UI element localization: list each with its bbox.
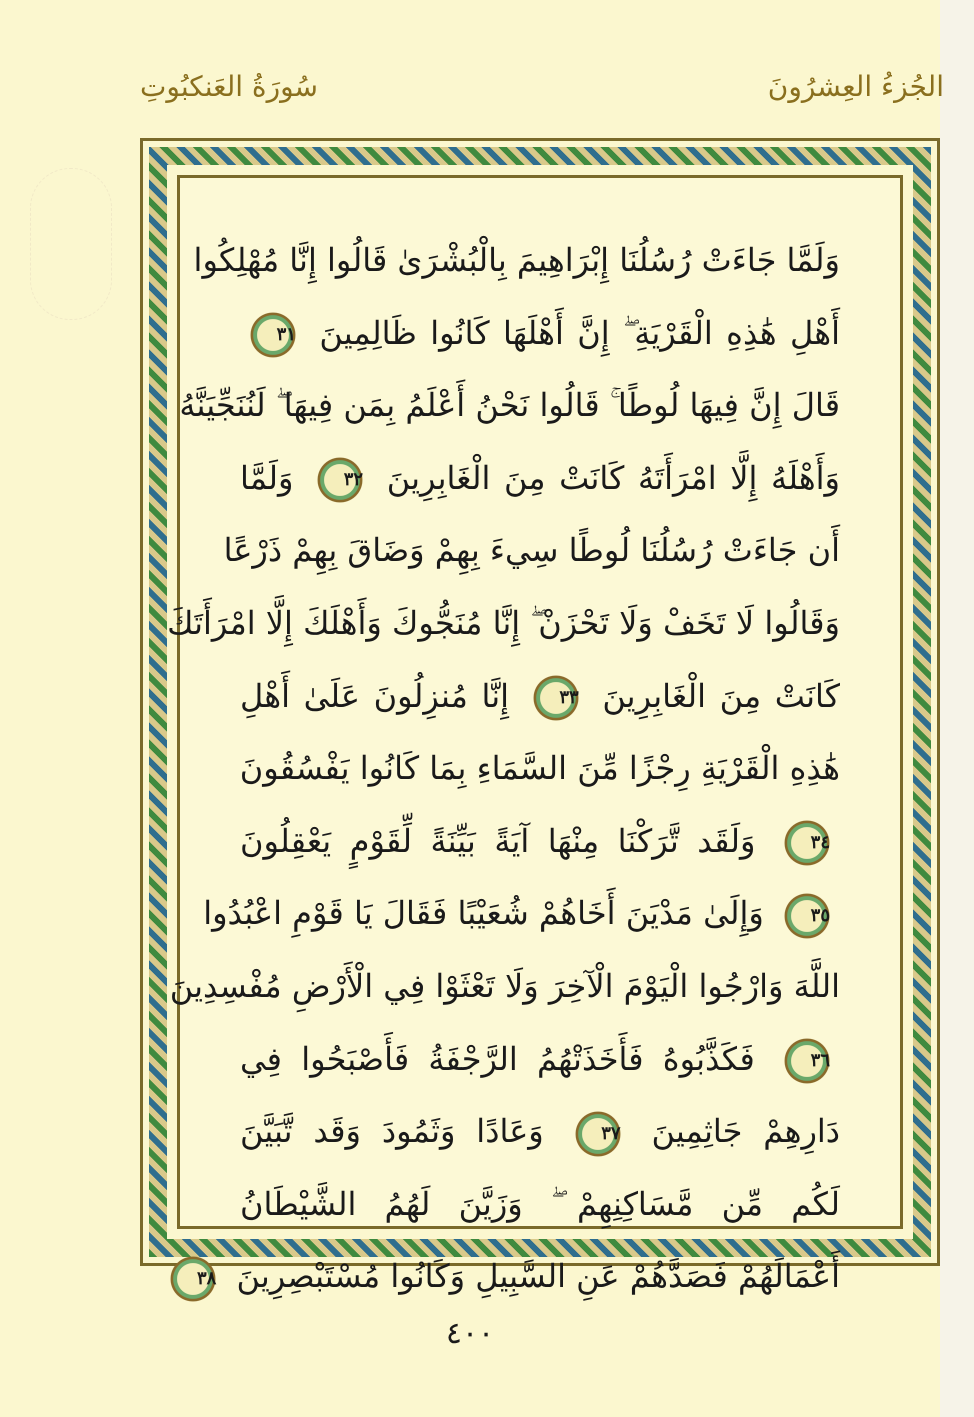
page-number: ٤٠٠ bbox=[445, 1316, 495, 1351]
text-segment: وَلَقَد تَّرَكْنَا مِنْهَا آيَةً بَيِّنَةً لِّقَوْمٍ يَعْقِلُونَ bbox=[240, 821, 756, 860]
ayah-number-marker: ٣٦ bbox=[784, 1038, 830, 1084]
text-line bbox=[240, 732, 840, 805]
ayah-number-marker: ٣٣ bbox=[533, 675, 579, 721]
text-segment: أَهْلِ هَٰذِهِ الْقَرْيَةِ ۖ إِنَّ أَهْلَهَا كَانُوا ظَالِمِينَ bbox=[319, 313, 841, 352]
text-segment: اللَّهَ وَارْجُوا الْيَوْمَ الْآخِرَ وَلَا تَعْثَوْا فِي الْأَرْضِ مُفْسِدِينَ bbox=[169, 966, 840, 1005]
text-line bbox=[203, 877, 840, 950]
text-segment: دَارِهِمْ جَاثِمِينَ bbox=[651, 1112, 841, 1151]
quran-text bbox=[167, 224, 841, 1313]
text-segment: إِنَّا مُنزِلُونَ عَلَىٰ أَهْلِ bbox=[240, 676, 510, 715]
text-line bbox=[196, 1240, 840, 1313]
page-frame bbox=[140, 138, 940, 1296]
text-segment: لَكُم مِّن مَّسَاكِنِهِمْ ۖ وَزَيَّنَ لَهُمُ الشَّيْطَانُ bbox=[240, 1184, 840, 1223]
text-segment: وَعَادًا وَثَمُودَ وَقَد تَّبَيَّنَ bbox=[240, 1112, 544, 1151]
text-segment: فَكَذَّبُوهُ فَأَخَذَتْهُمُ الرَّجْفَةُ فَأَصْبَحُوا فِي bbox=[240, 1039, 755, 1078]
ayah-number-marker: ٣٥ bbox=[784, 893, 830, 939]
text-line bbox=[169, 950, 840, 1023]
text-line bbox=[193, 224, 840, 297]
juz-name: الجُزءُ العِشرُونَ bbox=[767, 70, 944, 103]
text-line bbox=[240, 805, 840, 878]
text-segment: قَالَ إِنَّ فِيهَا لُوطًا ۚ قَالُوا نَحْنُ أَعْلَمُ بِمَن فِيهَا ۖ لَنُنَجِّيَنَّهُ bbox=[179, 386, 840, 425]
text-segment: هَٰذِهِ الْقَرْيَةِ رِجْزًا مِّنَ السَّمَاءِ بِمَا كَانُوا يَفْسُقُونَ bbox=[239, 749, 840, 788]
text-line bbox=[240, 442, 840, 515]
text-segment: وَقَالُوا لَا تَخَفْ وَلَا تَحْزَنْ ۖ إِنَّا مُنَجُّوكَ وَأَهْلَكَ إِلَّا امْرَأَتَكَ bbox=[167, 603, 840, 642]
text-segment: وَلَمَّا جَاءَتْ رُسُلُنَا إِبْرَاهِيمَ بِالْبُشْرَىٰ قَالُوا إِنَّا مُهْلِكُوا bbox=[193, 241, 840, 279]
text-line bbox=[240, 660, 840, 733]
page-header bbox=[140, 62, 944, 112]
text-line bbox=[240, 1095, 840, 1168]
page-edge bbox=[940, 0, 974, 1417]
surah-name: سُورَةُ العَنكبُوتِ bbox=[140, 70, 319, 103]
text-segment: وَإِلَىٰ مَدْيَنَ أَخَاهُمْ شُعَيْبًا فَقَالَ يَا قَوْمِ اعْبُدُوا bbox=[203, 894, 764, 933]
text-line bbox=[240, 1168, 840, 1241]
ayah-number-marker: ٣٧ bbox=[575, 1111, 621, 1157]
text-segment: أَعْمَالَهُمْ فَصَدَّهُمْ عَنِ السَّبِيلِ وَكَانُوا مُسْتَبْصِرِينَ bbox=[236, 1257, 840, 1296]
text-segment: أَن جَاءَتْ رُسُلُنَا لُوطًا سِيءَ بِهِمْ وَضَاقَ بِهِمْ ذَرْعًا bbox=[223, 531, 840, 570]
text-segment: كَانَتْ مِنَ الْغَابِرِينَ bbox=[602, 676, 841, 715]
text-line bbox=[240, 297, 840, 370]
text-segment: وَأَهْلَهُ إِلَّا امْرَأَتَهُ كَانَتْ مِنَ الْغَابِرِينَ bbox=[386, 458, 841, 497]
text-segment: وَلَمَّا bbox=[240, 458, 294, 497]
margin-ornament-icon bbox=[30, 168, 112, 320]
ayah-number-marker: ٣٤ bbox=[784, 820, 830, 866]
text-line bbox=[179, 369, 840, 442]
text-line bbox=[167, 587, 840, 660]
ayah-number-marker: ٣٨ bbox=[170, 1256, 216, 1302]
text-panel bbox=[167, 175, 903, 1296]
ayah-number-marker: ٣٢ bbox=[317, 457, 363, 503]
ayah-number-marker: ٣١ bbox=[250, 312, 296, 358]
text-line bbox=[240, 1023, 840, 1096]
text-line bbox=[223, 514, 840, 587]
